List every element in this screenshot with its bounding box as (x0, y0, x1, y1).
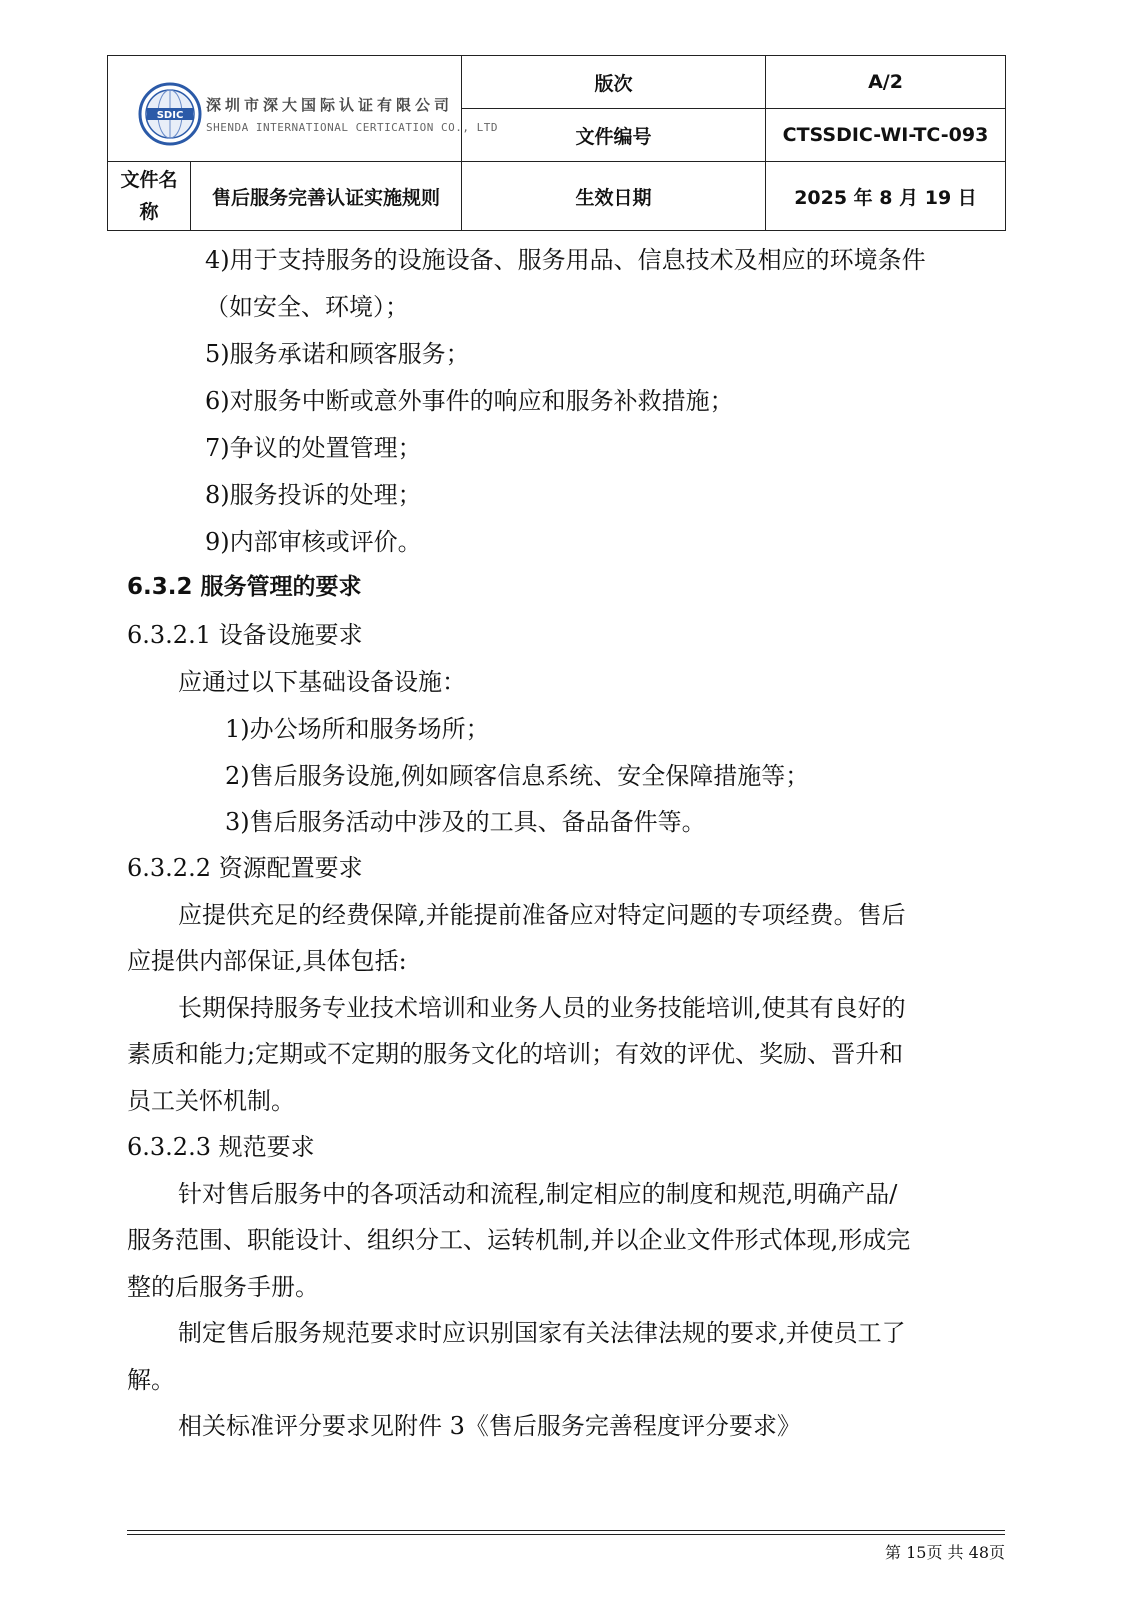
list-item: 1)办公场所和服务场所； (225, 715, 490, 743)
paragraph-line: 长期保持服务专业技术培训和业务人员的业务技能培训,使其有良好的 (178, 994, 906, 1022)
list-item: 4)用于支持服务的设施设备、服务用品、信息技术及相应的环境条件 (205, 246, 926, 274)
paragraph-line: 针对售后服务中的各项活动和流程,制定相应的制度和规范,明确产品/ (178, 1180, 898, 1208)
list-item: 2)售后服务设施,例如顾客信息系统、安全保障措施等； (225, 762, 810, 790)
logo-text: SDIC (156, 110, 184, 121)
subsection-heading: 6.3.2.3 规范要求 (127, 1133, 315, 1161)
logo-cell (108, 56, 499, 162)
file-name-value: 售后服务完善认证实施规则 (191, 162, 462, 231)
paragraph-line: 素质和能力;定期或不定期的服务文化的培训；有效的评优、奖励、晋升和 (127, 1040, 904, 1068)
company-name-en: SHENDA INTERNATIONAL CERTICATION CO., LTD (206, 121, 499, 134)
list-item: 6)对服务中断或意外事件的响应和服务补救措施； (205, 387, 734, 415)
list-item: 3)售后服务活动中涉及的工具、备品备件等。 (225, 808, 706, 836)
globe-logo-icon (138, 82, 202, 146)
doc-number-value: CTSSDIC-WI-TC-093 (766, 109, 1006, 162)
page-number: 第 15页 共 48页 (885, 1543, 1005, 1562)
version-value: A/2 (766, 56, 1006, 109)
paragraph-line: 相关标准评分要求见附件 3《售后服务完善程度评分要求》 (178, 1412, 801, 1440)
company-name-cn: 深圳市深大国际认证有限公司 (206, 96, 454, 114)
footer-divider (127, 1530, 1005, 1531)
effective-date-label: 生效日期 (462, 162, 766, 231)
paragraph-line: 解。 (127, 1366, 175, 1394)
subsection-heading: 6.3.2.1 设备设施要求 (127, 621, 363, 649)
list-item: 9)内部审核或评价。 (205, 528, 422, 556)
paragraph-line: 应提供内部保证,具体包括: (127, 947, 407, 975)
file-name-label (108, 162, 191, 231)
subsection-heading: 6.3.2.2 资源配置要求 (127, 854, 363, 882)
company-logo (138, 82, 498, 146)
paragraph-line: 应提供充足的经费保障,并能提前准备应对特定问题的专项经费。售后 (178, 901, 906, 929)
paragraph-line: 员工关怀机制。 (127, 1087, 295, 1115)
list-item: 8)服务投诉的处理； (205, 481, 422, 509)
footer-divider (127, 1534, 1005, 1535)
section-heading: 6.3.2 服务管理的要求 (127, 574, 362, 600)
version-label: 版次 (462, 56, 766, 109)
paragraph-line: 制定售后服务规范要求时应识别国家有关法律法规的要求,并使员工了 (178, 1319, 906, 1347)
list-item-continuation: （如安全、环境）； (205, 293, 409, 321)
paragraph-line: 服务范围、职能设计、组织分工、运转机制,并以企业文件形式体现,形成完 (127, 1226, 911, 1254)
paragraph-line: 整的后服务手册。 (127, 1273, 319, 1301)
effective-date-value: 2025 年 8 月 19 日 (766, 162, 1006, 231)
file-name-label-line1: 文件名 (120, 169, 178, 191)
file-name-label-line2: 称 (139, 201, 159, 223)
doc-number-label: 文件编号 (462, 109, 766, 162)
list-item: 5)服务承诺和顾客服务； (205, 340, 470, 368)
document-header-table (107, 55, 1006, 231)
list-item: 7)争议的处置管理； (205, 434, 422, 462)
paragraph: 应通过以下基础设备设施： (178, 668, 466, 696)
